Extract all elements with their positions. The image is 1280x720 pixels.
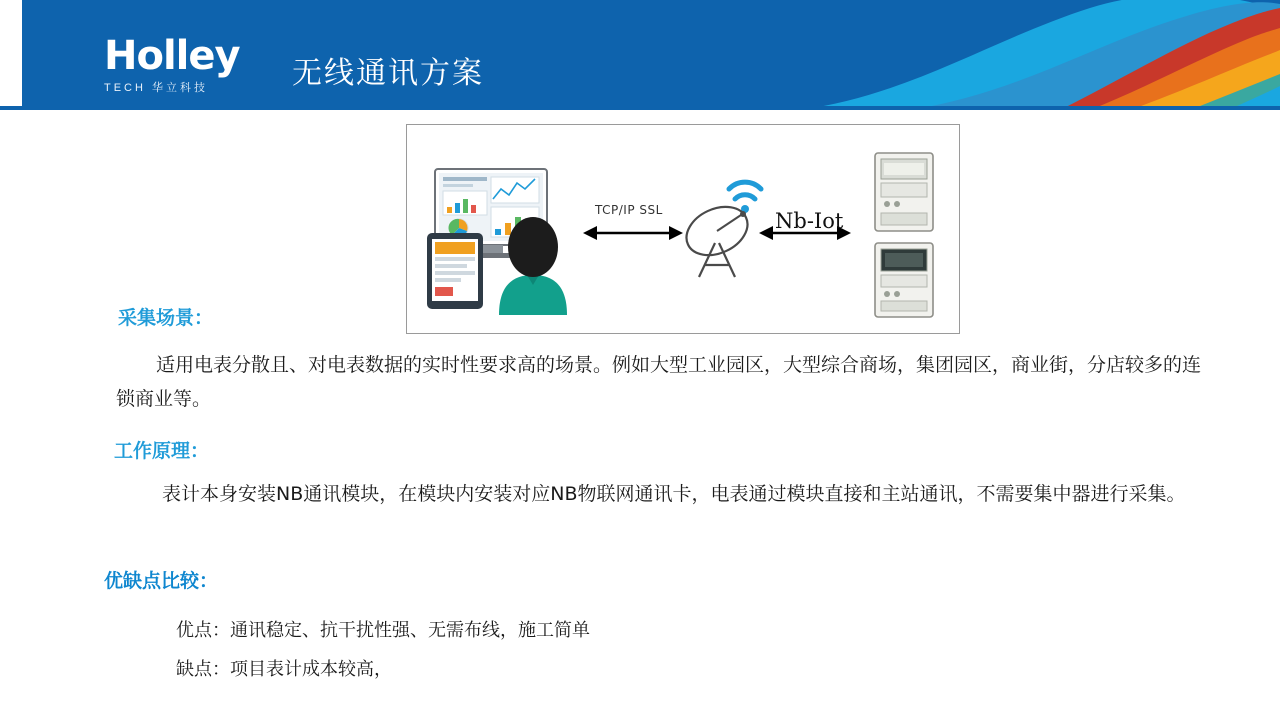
- label-tcp-ip-ssl: TCP/IP SSL: [595, 203, 663, 217]
- section-heading-pros-cons: 优缺点比较：: [104, 570, 219, 592]
- section-heading-collection-scenario: 采集场景：: [118, 307, 214, 329]
- header-left-white-bar: [0, 0, 22, 110]
- pros-item: 优点：通讯稳定、抗干扰性强、无需布线，施工简单: [176, 620, 590, 641]
- cons-item: 缺点：项目表计成本较高，: [176, 659, 392, 680]
- holley-logo: [104, 33, 264, 95]
- communication-diagram: [406, 124, 960, 334]
- section-body-collection-scenario: 适用电表分散且、对电表数据的实时性要求高的场景。例如大型工业园区，大型综合商场，集团园区，商业街，分店较多的连锁商业等。: [116, 354, 1202, 410]
- section-heading-working-principle: 工作原理：: [114, 440, 210, 462]
- diagram-graphic: [407, 125, 959, 333]
- header-decorative-swoosh: [760, 0, 1280, 110]
- page-title: 无线通讯方案: [292, 56, 484, 91]
- section-body-working-principle: 表计本身安装NB通讯模块，在模块内安装对应NB物联网通讯卡，电表通过模块直接和主站通讯，不需要集中器进行采集。: [162, 483, 1186, 505]
- label-nb-iot: Nb-Iot: [775, 209, 844, 233]
- page-header: [0, 0, 1280, 110]
- header-underline: [0, 106, 1280, 110]
- logo-wordmark: Holley: [104, 33, 240, 79]
- logo-subtext: TECH 华立科技: [104, 82, 208, 94]
